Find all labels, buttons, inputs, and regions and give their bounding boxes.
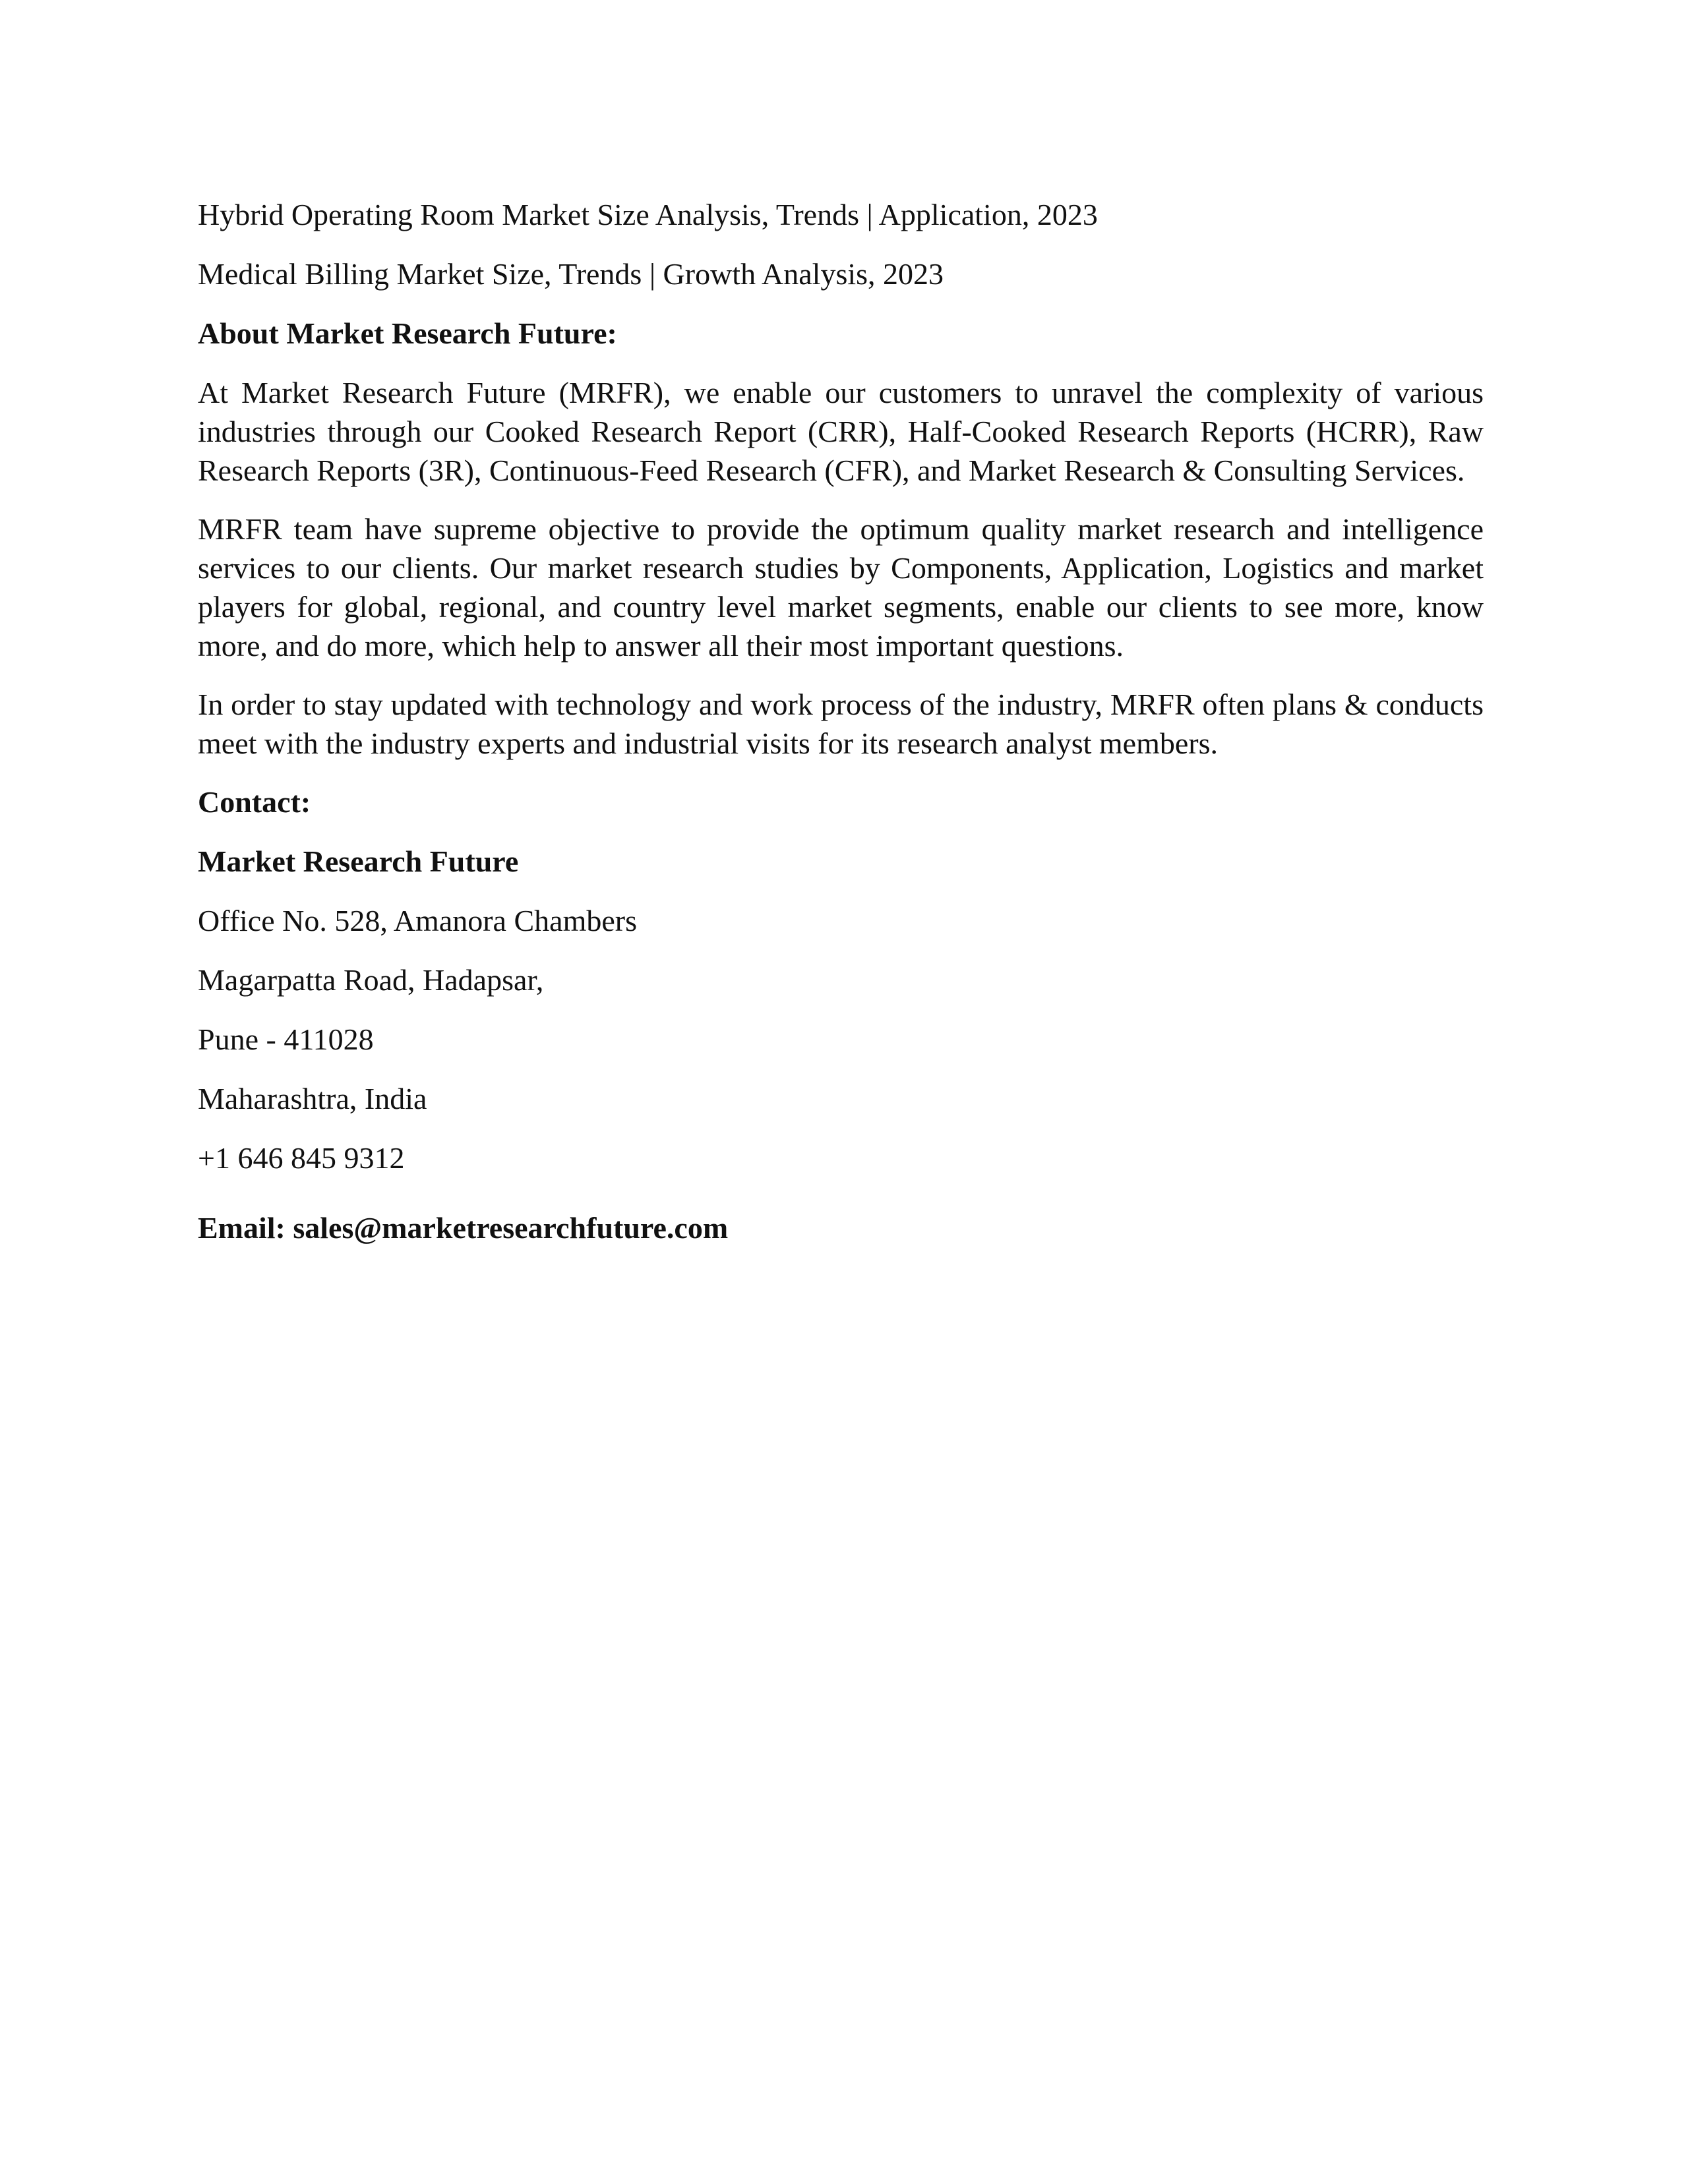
address-line: Office No. 528, Amanora Chambers — [198, 904, 637, 937]
address-line: Maharashtra, India — [198, 1082, 427, 1115]
contact-heading: Contact: — [198, 785, 311, 819]
about-paragraph: MRFR team have supreme objective to provide the optimum quality market research and intelligence services to our clients. Our market research studies by Components, Application, Logistics and market players for global, regional, and country level market segments, enable our clients to see more, know more, and do more, which help to answer all their most important questions. — [198, 512, 1484, 663]
related-report-link[interactable]: Medical Billing Market Size, Trends | Growth Analysis, 2023 — [198, 257, 944, 291]
address-line: Magarpatta Road, Hadapsar, — [198, 963, 544, 997]
phone-number: +1 646 845 9312 — [198, 1141, 405, 1175]
about-heading: About Market Research Future: — [198, 316, 617, 350]
about-paragraph: At Market Research Future (MRFR), we enable our customers to unravel the complexity of various industries through our Cooked Research Report (CRR), Half-Cooked Research Reports (HCRR), Raw Research Reports (3R), Continuous-Feed Research (CFR), and Market Research & Consulting Services. — [198, 376, 1484, 487]
related-report-link[interactable]: Hybrid Operating Room Market Size Analysis, Trends | Application, 2023 — [198, 198, 1098, 231]
address-line: Pune - 411028 — [198, 1022, 374, 1056]
document-page — [198, 195, 1484, 1278]
company-name: Market Research Future — [198, 844, 519, 878]
email-address[interactable]: Email: sales@marketresearchfuture.com — [198, 1211, 729, 1245]
about-paragraph: In order to stay updated with technology and work process of the industry, MRFR often plans & conducts meet with the industry experts and industrial visits for its research analyst members. — [198, 688, 1484, 760]
